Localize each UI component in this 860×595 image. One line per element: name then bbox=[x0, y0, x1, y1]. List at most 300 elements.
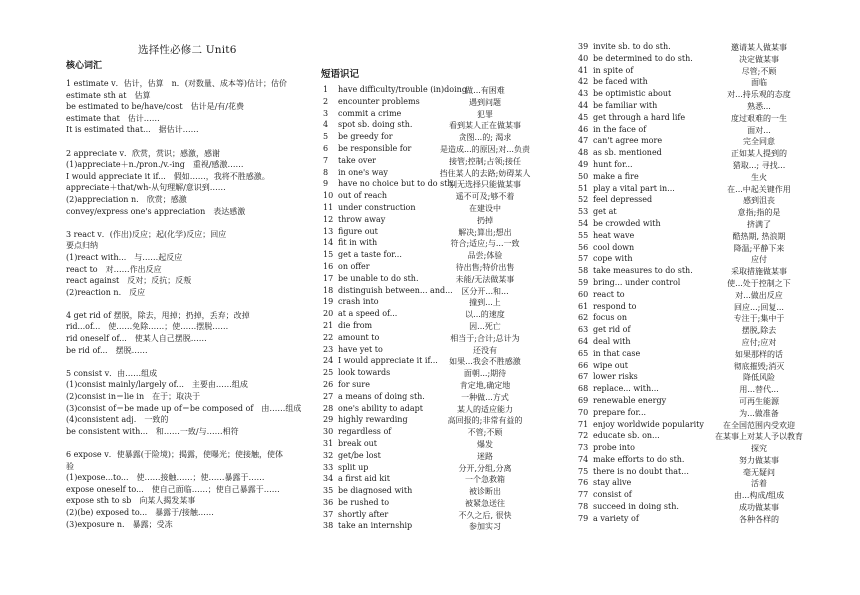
phrase-number: 37 bbox=[323, 509, 334, 519]
phrase-row bbox=[576, 313, 856, 325]
phrase-chinese: 采取措施做某事 bbox=[731, 267, 787, 277]
phrase-row bbox=[321, 368, 573, 380]
phrase-row bbox=[576, 195, 856, 207]
phrase-english: get through a hard life bbox=[593, 112, 686, 122]
phrase-number: 30 bbox=[323, 427, 334, 437]
phrase-row bbox=[576, 77, 856, 89]
vocab-line: 要点归纳 bbox=[66, 241, 98, 251]
vocab-line: rid oneself of... 使某人自己摆脱…… bbox=[66, 334, 207, 344]
phrase-row bbox=[576, 349, 856, 361]
phrase-number: 26 bbox=[323, 379, 334, 389]
vocab-line: I would appreciate it if... 假如……，我将不胜感激。 bbox=[66, 171, 270, 181]
phrase-row bbox=[576, 42, 856, 54]
phrase-english: can't agree more bbox=[593, 136, 663, 146]
phrase-number: 34 bbox=[323, 474, 334, 484]
phrase-row bbox=[576, 231, 856, 243]
phrase-row bbox=[576, 254, 856, 266]
phrase-number: 17 bbox=[323, 273, 334, 283]
vocab-gap bbox=[66, 356, 311, 368]
phrase-english: as sb. mentioned bbox=[593, 148, 662, 158]
phrase-number: 73 bbox=[578, 443, 589, 453]
phrase-number: 46 bbox=[578, 124, 589, 134]
vocab-line: (2)appreciation n. 欣赏；感激 bbox=[66, 194, 187, 204]
phrase-row bbox=[321, 250, 573, 262]
phrase-english: be optimistic about bbox=[593, 89, 672, 99]
phrase-row bbox=[576, 219, 856, 231]
vocab-line: estimate that 估计…… bbox=[66, 113, 160, 123]
phrase-english: cool down bbox=[593, 242, 635, 252]
phrase-english: lower risks bbox=[593, 372, 638, 382]
phrase-english: fit in with bbox=[338, 238, 378, 248]
phrase-chinese: 应付;应对 bbox=[741, 337, 777, 347]
phrase-row bbox=[576, 66, 856, 78]
phrase-chinese: 对...持乐观的态度 bbox=[727, 90, 791, 100]
vocab-line: be consistent with... 和……一致/与……相符 bbox=[66, 426, 239, 436]
phrase-chinese: 爆发 bbox=[477, 439, 493, 449]
vocab-line: (2)reaction n. 反应 bbox=[66, 287, 146, 297]
phrase-english: play a vital part in... bbox=[593, 183, 675, 193]
phrase-row bbox=[321, 179, 573, 191]
phrase-english: out of reach bbox=[338, 191, 388, 201]
phrase-number: 61 bbox=[578, 301, 589, 311]
phrase-english: under construction bbox=[338, 202, 416, 212]
phrase-number: 21 bbox=[323, 320, 334, 330]
phrase-chinese: 努力做某事 bbox=[739, 455, 779, 465]
phrase-english: consist of bbox=[593, 490, 632, 500]
vocab-line: react to 对……作出反应 bbox=[66, 264, 162, 274]
phrase-row bbox=[576, 408, 856, 420]
phrase-row bbox=[576, 431, 856, 443]
phrase-number: 53 bbox=[578, 207, 589, 217]
phrase-row bbox=[576, 101, 856, 113]
phrase-row bbox=[321, 309, 573, 321]
phrase-chinese: 生火 bbox=[751, 172, 767, 182]
phrase-english: react to bbox=[593, 289, 625, 299]
phrase-chinese: 感到沮丧 bbox=[743, 196, 775, 206]
phrase-row bbox=[576, 172, 856, 184]
phrase-number: 64 bbox=[578, 336, 589, 346]
phrase-chinese: 一种做...方式 bbox=[461, 392, 509, 402]
phrase-number: 68 bbox=[578, 384, 589, 394]
phrase-chinese: 挤满了 bbox=[747, 219, 771, 229]
vocab-line: estimate sth at 估算 bbox=[66, 90, 151, 100]
phrase-english: enjoy worldwide popularity bbox=[593, 419, 704, 429]
phrase-row bbox=[576, 372, 856, 384]
phrase-number: 79 bbox=[578, 513, 589, 523]
phrase-number: 70 bbox=[578, 407, 589, 417]
vocab-gap bbox=[66, 437, 311, 449]
vocab-line: 4 get rid of 摆脱，除去，甩掉；扔掉，丢弃；改掉 bbox=[66, 310, 250, 320]
phrase-chinese: 在建设中 bbox=[469, 203, 501, 213]
vocab-line: expose oneself to... 使自己面临……；使自己暴露于…… bbox=[66, 484, 280, 494]
phrase-chinese: 做...有困难 bbox=[465, 86, 505, 95]
phrase-chinese: 不管;不顾 bbox=[467, 428, 503, 438]
phrase-english: get at bbox=[593, 207, 617, 217]
phrase-english: feel depressed bbox=[593, 195, 653, 205]
phrase-number: 45 bbox=[578, 112, 589, 122]
phrase-chinese: 熟悉... bbox=[747, 101, 771, 111]
vocab-lines bbox=[66, 78, 311, 530]
document-title: 选择性必修二 Unit6 bbox=[138, 44, 237, 56]
phrase-number: 78 bbox=[578, 502, 589, 512]
phrase-number: 41 bbox=[578, 65, 589, 75]
phrase-chinese: 猎取...; 寻找... bbox=[732, 160, 786, 170]
phrase-row bbox=[321, 227, 573, 239]
phrase-english: split up bbox=[338, 462, 369, 472]
phrase-row bbox=[321, 392, 573, 404]
vocab-line: (2)consist in＝lie in 在于；取决于 bbox=[66, 392, 201, 402]
phrase-chinese: 完全同意 bbox=[743, 137, 775, 147]
vocab-line: react against 反对；反抗；反叛 bbox=[66, 276, 192, 286]
vocab-line: be estimated to be/have/cost 估计是/有/花费 bbox=[66, 102, 244, 112]
phrase-chinese: 使...处于控制之下 bbox=[727, 278, 791, 288]
phrase-row bbox=[576, 243, 856, 255]
phrase-chinese: 面对... bbox=[747, 125, 771, 135]
phrase-number: 67 bbox=[578, 372, 589, 382]
phrase-number: 38 bbox=[323, 521, 334, 531]
phrase-english: take over bbox=[338, 155, 377, 165]
phrase-row bbox=[576, 148, 856, 160]
phrase-number: 18 bbox=[323, 285, 334, 295]
phrase-row bbox=[576, 160, 856, 172]
phrase-chinese: 决定做某事 bbox=[739, 54, 779, 64]
phrase-english: die from bbox=[338, 320, 373, 330]
phrase-chinese: 遇到问题 bbox=[469, 97, 501, 107]
vocab-line: (1)appreciate＋n./pron./v.-ing 重视/感激…… bbox=[66, 160, 244, 170]
phrase-chinese: 迷路 bbox=[477, 451, 493, 461]
phrase-row bbox=[576, 455, 856, 467]
phrase-english: educate sb. on... bbox=[593, 431, 660, 441]
phrase-number: 25 bbox=[323, 368, 334, 378]
phrase-english: be familiar with bbox=[593, 100, 658, 110]
phrase-chinese: 面临 bbox=[751, 78, 767, 88]
vocab-line: (1)expose...to... 使……接触……；使……暴露于…… bbox=[66, 473, 265, 483]
vocab-line: (3)consist of＝be made up of＝be composed of 由……组成 bbox=[66, 403, 302, 413]
vocab-line: 2 appreciate v．欣赏，赏识；感激，感谢 bbox=[66, 148, 221, 158]
phrase-english: a variety of bbox=[593, 513, 639, 523]
phrase-row bbox=[576, 302, 856, 314]
phrase-english: hunt for... bbox=[593, 159, 633, 169]
phrase-english: one's ability to adapt bbox=[338, 403, 423, 413]
phrase-number: 7 bbox=[323, 155, 329, 165]
phrase-chinese: 符合;适应;与...一致 bbox=[450, 239, 520, 249]
phrase-english: take measures to do sth. bbox=[593, 266, 693, 276]
phrase-number: 14 bbox=[323, 238, 334, 248]
phrase-row bbox=[321, 333, 573, 345]
phrase-chinese: 挡住某人的去路;妨碍某人 bbox=[439, 168, 531, 178]
phrase-row bbox=[321, 97, 573, 109]
vocab-line: (1)consist mainly/largely of... 主要由……组成 bbox=[66, 380, 248, 390]
vocab-line: (4)consistent adj. 一致的 bbox=[66, 415, 169, 425]
phrase-chinese: 各种各样的 bbox=[739, 514, 779, 524]
phrase-row bbox=[576, 266, 856, 278]
phrase-english: be greedy for bbox=[338, 132, 393, 142]
phrase-english: spot sb. doing sth. bbox=[338, 120, 413, 130]
phrase-english: wipe out bbox=[593, 360, 628, 370]
phrase-number: 58 bbox=[578, 266, 589, 276]
phrase-number: 51 bbox=[578, 183, 589, 193]
phrase-english: look towards bbox=[338, 368, 391, 378]
phrase-row bbox=[321, 132, 573, 144]
vocab-heading: 核心词汇 bbox=[66, 61, 103, 71]
phrase-row bbox=[321, 286, 573, 298]
phrase-number: 12 bbox=[323, 214, 334, 224]
phrase-row bbox=[576, 54, 856, 66]
phrase-chinese: 别无选择只能做某事 bbox=[449, 180, 521, 190]
phrase-row bbox=[576, 113, 856, 125]
phrase-number: 54 bbox=[578, 218, 589, 228]
phrase-row bbox=[321, 498, 573, 510]
vocab-gap bbox=[66, 298, 311, 310]
phrase-chinese: 活着 bbox=[751, 479, 767, 489]
phrase-english: be faced with bbox=[593, 77, 648, 87]
phrase-number: 27 bbox=[323, 391, 334, 401]
phrase-number: 66 bbox=[578, 360, 589, 370]
phrase-chinese: 还没有 bbox=[473, 345, 497, 355]
phrase-row bbox=[321, 415, 573, 427]
phrase-row bbox=[576, 420, 856, 432]
phrase-number: 74 bbox=[578, 454, 589, 464]
phrase-row bbox=[576, 136, 856, 148]
phrase-chinese: 待出售;特价出售 bbox=[455, 262, 515, 272]
phrase-english: I would appreciate it if... bbox=[338, 356, 438, 366]
vocab-line: 5 consist v．由……组成 bbox=[66, 368, 158, 378]
phrase-row bbox=[321, 156, 573, 168]
phrase-chinese: 相当于;合计;总计为 bbox=[450, 333, 520, 343]
phrase-english: at a speed of... bbox=[338, 309, 398, 319]
phrase-english: be diagnosed with bbox=[338, 486, 413, 496]
phrase-chinese: 度过艰难的一生 bbox=[731, 113, 787, 123]
phrase-english: bring... under control bbox=[593, 277, 681, 287]
vocab-line: (3)exposure n. 暴露；受冻 bbox=[66, 519, 173, 529]
phrase-number: 72 bbox=[578, 431, 589, 441]
vocab-line: 6 expose v．使暴露(于险境)；揭露，使曝光；使接触，使体 bbox=[66, 450, 283, 459]
phrase-row bbox=[576, 125, 856, 137]
phrase-number: 44 bbox=[578, 100, 589, 110]
phrase-english: be unable to do sth. bbox=[338, 273, 419, 283]
vocab-line: 验 bbox=[66, 461, 74, 471]
phrase-chinese: 区分开...和... bbox=[461, 286, 509, 296]
phrase-chinese: 肯定地,确定地 bbox=[459, 380, 511, 390]
phrase-number: 22 bbox=[323, 332, 334, 342]
phrase-row bbox=[576, 361, 856, 373]
phrase-number: 1 bbox=[323, 85, 329, 94]
phrase-list-2 bbox=[576, 42, 856, 526]
phrase-chinese: 面朝...;期待 bbox=[463, 369, 507, 379]
phrase-english: throw away bbox=[338, 214, 386, 224]
phrase-english: encounter problems bbox=[338, 96, 420, 106]
vocab-line: convey/express one's appreciation 表达感激 bbox=[66, 206, 246, 216]
phrase-row bbox=[576, 278, 856, 290]
phrase-chinese: 彻底摧毁;消灭 bbox=[733, 361, 785, 371]
phrase-chinese: 某人的适应能力 bbox=[457, 404, 513, 414]
phrase-row bbox=[321, 215, 573, 227]
phrase-number: 56 bbox=[578, 242, 589, 252]
phrase-chinese: 因...死亡 bbox=[469, 321, 501, 331]
phrase-chinese: 成功做某事 bbox=[739, 503, 779, 513]
phrase-chinese: 解决;算出;想出 bbox=[458, 227, 512, 237]
phrase-row bbox=[321, 85, 573, 97]
phrase-chinese: 如果...我会不胜感激 bbox=[449, 357, 521, 367]
phrase-english: prepare for... bbox=[593, 407, 647, 417]
phrase-row bbox=[321, 120, 573, 132]
phrase-english: crash into bbox=[338, 297, 379, 307]
phrase-row bbox=[321, 168, 573, 180]
phrase-english: distinguish between... and... bbox=[338, 285, 453, 295]
phrase-chinese: 如果那样的话 bbox=[735, 349, 783, 359]
phrase-chinese: 正如某人提到的 bbox=[731, 149, 787, 159]
phrase-row bbox=[576, 207, 856, 219]
phrase-chinese: 在...中起关键作用 bbox=[727, 184, 791, 194]
phrase-number: 8 bbox=[323, 167, 329, 177]
phrase-chinese: 降温;平静下来 bbox=[733, 243, 785, 253]
phrase-english: respond to bbox=[593, 301, 637, 311]
phrase-row bbox=[321, 274, 573, 286]
phrase-number: 9 bbox=[323, 179, 329, 189]
phrase-chinese: 贪图...的; 渴求 bbox=[458, 133, 512, 143]
phrase-english: be rushed to bbox=[338, 497, 390, 507]
phrase-chinese: 对...做出反应 bbox=[735, 290, 783, 300]
phrase-chinese: 遥不可及;够不着 bbox=[455, 192, 515, 202]
phrase-chinese: 为...做准备 bbox=[739, 408, 779, 418]
phrase-english: in the face of bbox=[593, 124, 647, 134]
phrase-chinese: 一个急救箱 bbox=[465, 475, 505, 485]
phrase-chinese: 降低风险 bbox=[743, 373, 775, 383]
phrase-number: 69 bbox=[578, 395, 589, 405]
vocab-line: (2)(be) exposed to... 暴露于/接触…… bbox=[66, 507, 214, 517]
phrase-number: 28 bbox=[323, 403, 334, 413]
phrase-chinese: 由...构成/组成 bbox=[733, 491, 785, 501]
phrase-chinese: 应付 bbox=[751, 255, 767, 265]
phrase-number: 47 bbox=[578, 136, 589, 146]
phrase-number: 4 bbox=[323, 120, 329, 130]
vocab-line: It is estimated that... 据估计…… bbox=[66, 125, 199, 135]
phrase-chinese: 邀请某人做某事 bbox=[731, 43, 787, 52]
phrase-number: 24 bbox=[323, 356, 334, 366]
phrase-row bbox=[576, 337, 856, 349]
phrase-chinese: 尽管;不顾 bbox=[741, 66, 777, 76]
phrase-list-1 bbox=[321, 85, 573, 533]
phrase-row bbox=[321, 203, 573, 215]
phrase-row bbox=[321, 463, 573, 475]
phrase-chinese: 用...替代... bbox=[739, 385, 779, 395]
phrase-row bbox=[321, 321, 573, 333]
phrase-row bbox=[321, 345, 573, 357]
phrase-row bbox=[321, 262, 573, 274]
vocab-line: appreciate＋that/wh-从句理解/意识到…… bbox=[66, 183, 226, 193]
phrase-chinese: 高回报的;非常有益的 bbox=[447, 416, 523, 426]
phrase-chinese: 看到某人正在做某事 bbox=[449, 121, 521, 131]
phrase-chinese: 探究 bbox=[751, 444, 767, 454]
phrase-row bbox=[321, 486, 573, 498]
phrase-row bbox=[576, 467, 856, 479]
phrase-english: a first aid kit bbox=[338, 474, 390, 484]
phrase-english: get a taste for... bbox=[338, 250, 402, 260]
vocab-line: 3 react v．(作出)反应；起(化学)反应；回应 bbox=[66, 229, 227, 239]
phrase-row bbox=[576, 290, 856, 302]
phrase-number: 76 bbox=[578, 478, 589, 488]
phrase-chinese: 撞到...上 bbox=[469, 298, 501, 308]
phrase-english: amount to bbox=[338, 332, 380, 342]
phrase-row bbox=[576, 502, 856, 514]
phrase-number: 31 bbox=[323, 438, 334, 448]
phrase-chinese: 以...的速度 bbox=[465, 310, 505, 320]
phrase-row bbox=[321, 439, 573, 451]
phrase-row bbox=[576, 89, 856, 101]
phrase-chinese: 酷热期, 热浪期 bbox=[732, 231, 786, 241]
phrase-english: be determined to do sth. bbox=[593, 53, 693, 63]
phrase-chinese: 在全国范围内受欢迎 bbox=[723, 420, 795, 430]
phrase-chinese: 犯罪 bbox=[477, 109, 493, 119]
phrase-row bbox=[321, 144, 573, 156]
phrase-row bbox=[576, 384, 856, 396]
phrase-row bbox=[321, 297, 573, 309]
phrase-english: in spite of bbox=[593, 65, 634, 75]
phrase-chinese: 分开,分组,分离 bbox=[458, 463, 512, 473]
phrase-number: 48 bbox=[578, 148, 589, 158]
phrase-chinese: 是造成...的原因;对...负责 bbox=[440, 144, 530, 154]
phrase-chinese: 品尝;体验 bbox=[467, 251, 503, 261]
phrase-english: heat wave bbox=[593, 230, 635, 240]
phrase-english: stay alive bbox=[593, 478, 632, 488]
phrase-english: probe into bbox=[593, 443, 635, 453]
phrase-english: have no choice but to do sth. bbox=[338, 179, 456, 189]
phrase-chinese: 意指;指的是 bbox=[737, 208, 781, 218]
phrase-english: get/be lost bbox=[338, 450, 381, 460]
phrase-number: 42 bbox=[578, 77, 589, 87]
phrase-row bbox=[321, 109, 573, 121]
phrase-chinese: 扔掉 bbox=[477, 215, 493, 225]
phrase-row bbox=[321, 356, 573, 368]
phrase-chinese: 可再生能源 bbox=[739, 396, 779, 406]
phrase-number: 65 bbox=[578, 348, 589, 358]
phrase-english: replace... with... bbox=[593, 384, 659, 394]
phrase-number: 55 bbox=[578, 230, 589, 240]
phrase-number: 36 bbox=[323, 497, 334, 507]
phrase-number: 23 bbox=[323, 344, 334, 354]
phrase-english: succeed in doing sth. bbox=[593, 502, 679, 512]
phrase-english: make a fire bbox=[593, 171, 639, 181]
phrase-number: 49 bbox=[578, 159, 589, 169]
vocab-line: rid...of... 使……免除……；使……摆脱…… bbox=[66, 322, 229, 332]
phrase-number: 20 bbox=[323, 309, 334, 319]
phrase-english: have yet to bbox=[338, 344, 383, 354]
phrase-english: a means of doing sth. bbox=[338, 391, 425, 401]
phrase-number: 10 bbox=[323, 191, 334, 201]
vocab-gap bbox=[66, 136, 311, 148]
phrase-english: make efforts to do sth. bbox=[593, 454, 685, 464]
phrase-number: 35 bbox=[323, 486, 334, 496]
phrase-number: 16 bbox=[323, 261, 334, 271]
phrase-number: 71 bbox=[578, 419, 589, 429]
phrase-english: shortly after bbox=[338, 509, 389, 519]
phrase-number: 50 bbox=[578, 171, 589, 181]
phrase-number: 62 bbox=[578, 313, 589, 323]
phrase-chinese: 毫无疑问 bbox=[743, 467, 775, 477]
phrase-number: 57 bbox=[578, 254, 589, 264]
phrase-number: 32 bbox=[323, 450, 334, 460]
phrase-chinese: 摆脱,除去 bbox=[741, 326, 777, 336]
vocab-line: expose sth to sb 向某人揭发某事 bbox=[66, 496, 196, 506]
phrase-chinese: 接管;控制;占领;接任 bbox=[448, 156, 522, 166]
phrase-english: take an internship bbox=[338, 521, 413, 531]
phrase-number: 43 bbox=[578, 89, 589, 99]
phrase-number: 29 bbox=[323, 415, 334, 425]
phrase-row bbox=[576, 396, 856, 408]
phrase-english: renewable energy bbox=[593, 395, 667, 405]
phrase-row bbox=[576, 184, 856, 196]
vocab-line: be rid of... 摆脱…… bbox=[66, 345, 148, 355]
